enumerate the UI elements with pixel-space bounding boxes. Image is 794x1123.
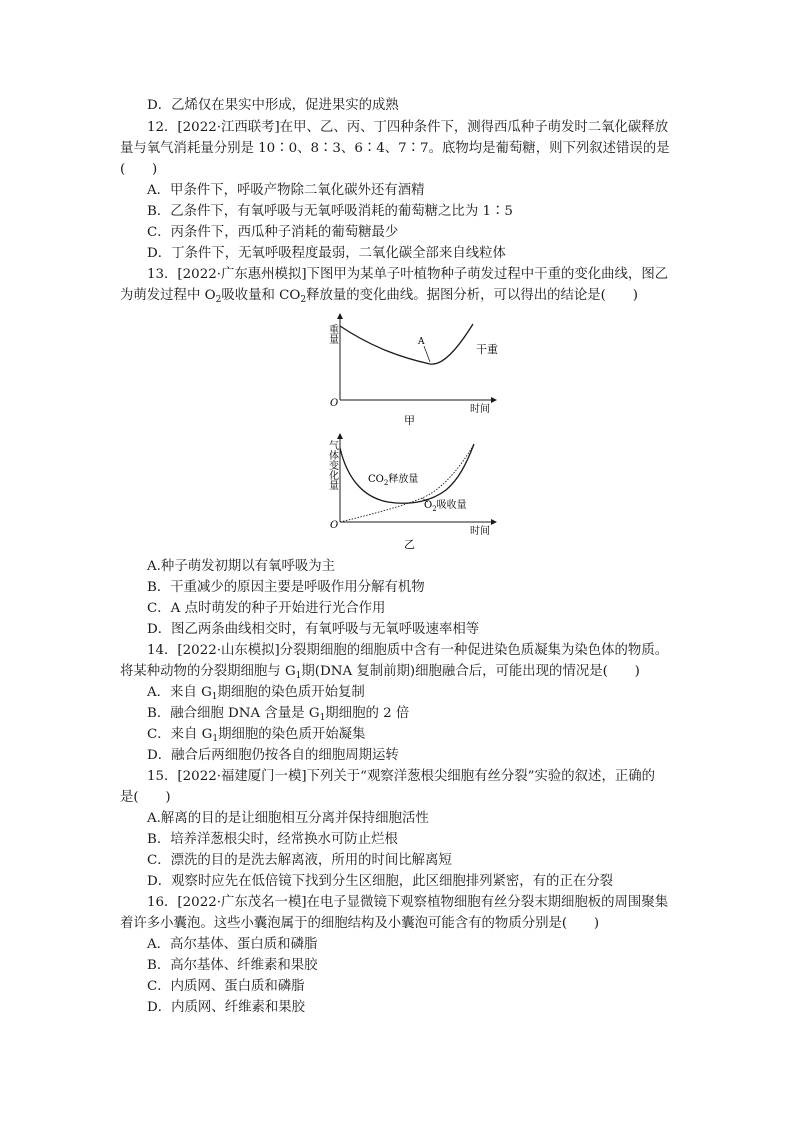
q15-option-b: B．培养洋葱根尖时，经常换水可防止烂根 bbox=[147, 832, 398, 847]
chart2-co2-label: $CO_2$释放量 bbox=[368, 474, 419, 487]
q14-option-c: C．来自 $G_1$期细胞的染色质开始凝集 bbox=[147, 727, 366, 744]
chart2-y-label: 气体变化量 bbox=[326, 440, 338, 490]
chart-gas-exchange bbox=[318, 430, 508, 552]
chart1-point-a-leader bbox=[424, 346, 430, 362]
chart1-origin: O bbox=[330, 398, 339, 409]
q13-stem-line2: 为萌发过程中 $O_2$吸收量和 $CO_2$释放量的变化曲线。据图分析，可以得出的结论是( ) bbox=[120, 288, 638, 305]
q16-option-d: D．内质网、纤维素和果胶 bbox=[147, 1000, 306, 1015]
q16-option-a: A．高尔基体、蛋白质和磷脂 bbox=[147, 937, 318, 952]
q13-stem-line1: 13．[2022·广东惠州模拟]下图甲为某单子叶植物种子萌发过程中干重的变化曲线，图乙 bbox=[147, 267, 669, 282]
chart2-origin: O bbox=[330, 520, 339, 531]
chart2-title: 乙 bbox=[404, 538, 415, 551]
q15-stem-line1: 15．[2022·福建厦门一模]下列关于“观察洋葱根尖细胞有丝分裂”实验的叙述，正确的 bbox=[147, 769, 656, 784]
q12-stem-line2: 量与氧气消耗量分别是 10∶0、8∶3、6∶4、7∶7。底物均是葡萄糖，则下列叙述错误的是 bbox=[120, 141, 670, 156]
q16-option-b: B．高尔基体、纤维素和果胶 bbox=[147, 958, 318, 973]
q15-option-c: C．漂洗的目的是洗去解离液，所用的时间比解离短 bbox=[147, 853, 452, 868]
chart1-x-label: 时间 bbox=[470, 404, 490, 415]
q15-option-a: A.解离的目的是让细胞相互分离并保持细胞活性 bbox=[147, 811, 429, 826]
q16-stem-line1: 16．[2022·广东茂名一模]在电子显微镜下观察植物细胞有丝分裂末期细胞板的周围聚集 bbox=[147, 895, 669, 910]
q15-stem-line2: 是( ) bbox=[120, 790, 171, 805]
q13-option-a: A.种子萌发初期以有氧呼吸为主 bbox=[147, 559, 336, 574]
q14-stem-line2: 将某种动物的分裂期细胞与 $G_1$期(DNA 复制前期)细胞融合后，可能出现的情况是( ) bbox=[120, 664, 640, 681]
q11-option-d: D．乙烯仅在果实中形成，促进果实的成熟 bbox=[147, 98, 399, 113]
q14-option-a: A．来自 $G_1$期细胞的染色质开始复制 bbox=[147, 685, 365, 702]
q14-option-d: D．融合后两细胞仍按各自的细胞周期运转 bbox=[147, 748, 399, 763]
q14-stem-line1: 14．[2022·山东模拟]分裂期细胞的细胞质中含有一种促进染色质凝集为染色体的物质。 bbox=[147, 643, 669, 658]
q12-option-d: D．丁条件下，无氧呼吸程度最弱，二氧化碳全部来自线粒体 bbox=[147, 246, 506, 261]
q16-option-c: C．内质网、蛋白质和磷脂 bbox=[147, 979, 305, 994]
q13-option-d: D．图乙两条曲线相交时，有氧呼吸与无氧呼吸速率相等 bbox=[147, 622, 480, 637]
q12-option-a: A．甲条件下，呼吸产物除二氧化碳外还有酒精 bbox=[147, 183, 425, 198]
q12-stem-line1: 12．[2022·江西联考]在甲、乙、丙、丁四种条件下，测得西瓜种子萌发时二氧化碳释放 bbox=[147, 120, 669, 135]
chart2-o2-label: $O_2$吸收量 bbox=[424, 500, 467, 513]
q14-option-b: B．融合细胞 DNA 含量是 $G_1$期细胞的 2 倍 bbox=[147, 706, 410, 723]
chart1-point-a-label: A bbox=[418, 337, 425, 347]
q13-option-c: C．A 点时萌发的种子开始进行光合作用 bbox=[147, 601, 386, 616]
chart1-series-label: 干重 bbox=[476, 343, 498, 356]
q12-stem-line3: ( ) bbox=[120, 162, 158, 177]
chart2-x-label: 时间 bbox=[470, 526, 490, 537]
chart1-y-label: 重量 bbox=[326, 324, 338, 344]
chart1-title: 甲 bbox=[404, 414, 415, 427]
chart-dry-weight bbox=[318, 308, 508, 428]
q12-option-b: B．乙条件下，有氧呼吸与无氧呼吸消耗的葡萄糖之比为 1∶5 bbox=[147, 204, 513, 219]
chart1-dry-weight-curve bbox=[340, 324, 473, 364]
q13-option-b: B．干重减少的原因主要是呼吸作用分解有机物 bbox=[147, 580, 425, 595]
q16-stem-line2: 着许多小囊泡。这些小囊泡属于的细胞结构及小囊泡可能含有的物质分别是( ) bbox=[120, 916, 600, 931]
q15-option-d: D．观察时应先在低倍镜下找到分生区细胞，此区细胞排列紧密，有的正在分裂 bbox=[147, 874, 614, 889]
q12-option-c: C．丙条件下，西瓜种子消耗的葡萄糖最少 bbox=[147, 225, 399, 240]
